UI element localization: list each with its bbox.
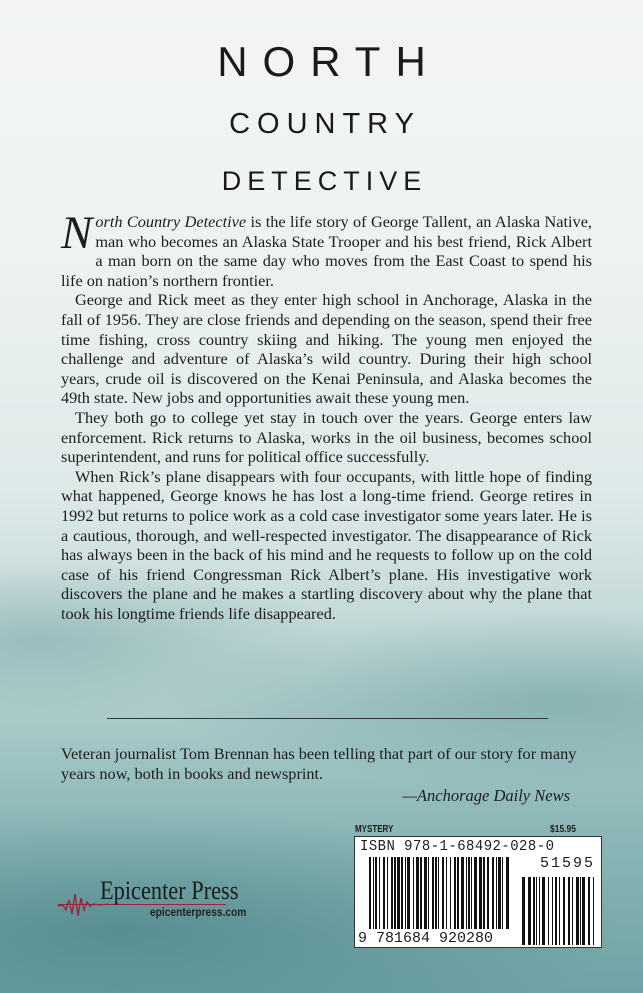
- drop-cap: N: [61, 207, 93, 259]
- barcode-bar: [420, 857, 422, 929]
- barcode-bar: [548, 877, 549, 945]
- barcode-bar: [568, 877, 570, 945]
- price-label: $15.95: [550, 824, 577, 835]
- barcode-bar: [394, 857, 396, 929]
- barcode-bar: [369, 857, 371, 929]
- barcode-bar: [528, 877, 531, 945]
- blurb-paragraph: When Rick’s plane disappears with four occupants, with little hope of finding what happened, George knows he has lost a long-time friend. George retires in 1992 but returns to police work as a cold case investigator some years later. He is a cautious, thorough, and well-respected investigator. The disappearance of Rick has always been in the back of his mind and he requests to follow up on the cold case of his friend Congressman Rick Albert’s plane. His investigative work discovers the plane and he makes a startling discovery about why the plane that took his longtime friends life disappeared.: [61, 466, 592, 623]
- barcode-bar: [387, 857, 388, 929]
- barcode-bar: [533, 877, 535, 945]
- blurb-paragraph: George and Rick meet as they enter high school in Anchorage, Alaska in the fall of 1956. They are close friends and depending on the season, spend their free time fishing, cross country skiing and hiking. The young men enjoyed the challenge and adventure of Alaska’s wild country. During their high school years, crude oil is discovered on the Kenai Peninsula, and Alaska becomes the 49th state. New jobs and opportunities await these young men.: [61, 290, 592, 408]
- publisher-logo: [58, 876, 247, 923]
- title-line-detective: DETECTIVE: [221, 166, 428, 196]
- genre-label: MYSTERY: [355, 824, 394, 835]
- barcode-bar: [468, 857, 470, 929]
- publisher-name: Epicenter Press: [100, 876, 239, 905]
- barcode-bar: [498, 857, 501, 929]
- barcode-bar: [479, 857, 482, 929]
- barcode-bar: [432, 857, 434, 929]
- barcode-bar: [536, 877, 537, 945]
- barcode-bar: [474, 857, 477, 929]
- blurb-paragraph: [61, 207, 592, 290]
- barcode-bar: [373, 857, 374, 929]
- barcode-bar: [446, 857, 447, 929]
- barcode-bar: [471, 857, 472, 929]
- barcode-bar: [442, 857, 444, 929]
- barcode-bar: [552, 877, 553, 945]
- barcode-bar: [542, 877, 545, 945]
- barcode-bar: [424, 857, 427, 929]
- publisher-url: epicenterpress.com: [150, 905, 247, 919]
- barcode-bar: [413, 857, 414, 929]
- title-line-north: NORTH: [217, 38, 441, 85]
- barcode-bar: [450, 857, 451, 929]
- barcode-bar: [580, 877, 581, 945]
- barcode-bar: [506, 857, 509, 929]
- review-attribution: —Anchorage Daily News: [402, 786, 570, 805]
- barcode-bar: [582, 877, 585, 945]
- barcode-bar: [375, 857, 377, 929]
- blurb: [61, 207, 592, 623]
- barcode-bar: [416, 857, 419, 929]
- barcode-bar: [563, 877, 565, 945]
- barcode-bar: [457, 857, 459, 929]
- barcode-bar: [401, 857, 403, 929]
- barcode-bar: [383, 857, 385, 929]
- barcode-bar: [555, 877, 557, 945]
- barcode-bar: [539, 877, 540, 945]
- ean-digits: 9 781684 920280: [358, 930, 494, 947]
- barcode-bar: [435, 857, 437, 929]
- isbn-barcode: [354, 836, 602, 948]
- barcode-bar: [461, 857, 464, 929]
- title-line-country: COUNTRY: [229, 108, 421, 140]
- divider: [107, 718, 548, 719]
- barcode-bar: [559, 877, 560, 945]
- barcode-bar: [391, 857, 393, 929]
- review-quote: Veteran journalist Tom Brennan has been telling that part of our story for many years now, both in books and newsprint.: [61, 744, 577, 783]
- barcode-bar: [483, 857, 485, 929]
- barcode-bar: [588, 877, 590, 945]
- barcode-bar: [522, 877, 525, 945]
- barcode-bar: [379, 857, 380, 929]
- barcode-bar: [397, 857, 400, 929]
- barcode-bar: [407, 857, 410, 929]
- barcode-bar: [405, 857, 406, 929]
- isbn-text: ISBN 978-1-68492-028-0: [360, 838, 555, 855]
- blurb-paragraph: They both go to college yet stay in touch over the years. George enters law enforcement. Rick returns to Alaska, works in the oil business, becomes school superintendent, and runs for political office successfully.: [61, 407, 592, 467]
- price-addon-code: 51595: [539, 855, 595, 872]
- book-title-italic: orth Country Detective: [95, 212, 247, 231]
- barcode-bar: [593, 877, 594, 945]
- barcode-bar: [492, 857, 494, 929]
- barcode-bar: [428, 857, 429, 929]
- barcode-bar: [576, 877, 579, 945]
- barcode-bar: [466, 857, 467, 929]
- barcode-bar: [487, 857, 489, 929]
- barcode-bar: [454, 857, 456, 929]
- barcode-bar: [572, 877, 573, 945]
- barcode-bar: [502, 857, 503, 929]
- barcode-bar: [496, 857, 497, 929]
- blurb-text: is the life story of George Tallent, an Alaska Native, man who becomes an Alaska State Trooper and his best friend, Rick Albert a man born on the same day who moves from the East Coast to spend his life on nation’s northern frontier.: [61, 212, 592, 290]
- barcode-bar: [438, 857, 439, 929]
